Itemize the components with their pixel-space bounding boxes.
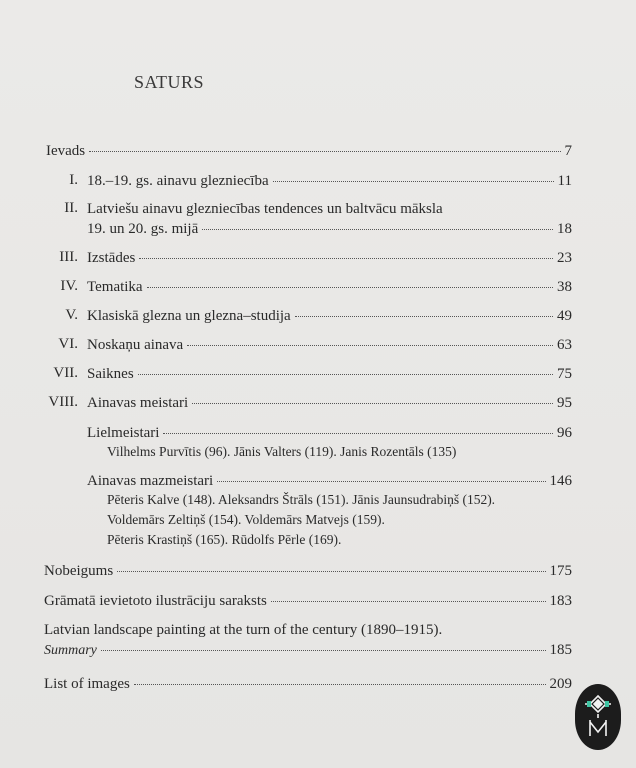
- toc-entry-chapter-4[interactable]: [87, 278, 572, 296]
- toc-subline: Pēteris Krastiņš (165). Rūdolfs Pērle (169).: [107, 532, 342, 547]
- toc-label: Nobeigums: [44, 563, 114, 579]
- toc-label: Saiknes: [87, 366, 134, 382]
- toc-label: List of images: [44, 676, 130, 692]
- logo-emblem-icon: [575, 684, 621, 750]
- toc-label: Latvian landscape painting at the turn of the century (1890–1915).: [44, 622, 443, 638]
- toc-page-number: 63: [557, 337, 572, 353]
- toc-page-number: 23: [557, 250, 572, 266]
- toc-label-continued: 19. un 20. gs. mijā: [87, 221, 199, 237]
- toc-entry-chapter-6[interactable]: [87, 336, 572, 354]
- dot-leader: [101, 650, 546, 651]
- page-title: SATURS: [134, 72, 205, 92]
- toc-entry-chapter-8[interactable]: [87, 394, 572, 412]
- toc-entry-chapter-3[interactable]: [87, 249, 572, 267]
- toc-entry-chapter-5[interactable]: [87, 307, 572, 325]
- toc-subline: Voldemārs Zeltiņš (154). Voldemārs Matvejs (159).: [107, 512, 385, 527]
- dot-leader: [139, 258, 553, 259]
- toc-entry-mazmeistari[interactable]: [87, 472, 572, 490]
- toc-label: Klasiskā glezna un glezna–studija: [87, 308, 291, 324]
- toc-page-number: 95: [557, 395, 572, 411]
- dot-leader: [295, 316, 553, 317]
- chapter-number: VII.: [53, 365, 78, 381]
- toc-label: 18.–19. gs. ainavu glezniecība: [87, 173, 269, 189]
- chapter-number: VI.: [58, 336, 78, 352]
- toc-entry-nobeigums[interactable]: [44, 562, 572, 580]
- toc-subline: Vilhelms Purvītis (96). Jānis Valters (119). Janis Rozentāls (135): [107, 444, 457, 459]
- toc-subline: Pēteris Kalve (148). Aleksandrs Štrāls (151). Jānis Jaunsudrabiņš (152).: [107, 492, 496, 507]
- toc-entry-list-of-images[interactable]: [44, 675, 572, 693]
- toc-label: Izstādes: [87, 250, 136, 266]
- toc-label: Lielmeistari: [87, 425, 160, 441]
- chapter-number: IV.: [60, 278, 78, 294]
- chapter-number: II.: [64, 200, 78, 216]
- publisher-logo-icon[interactable]: [575, 684, 621, 750]
- toc-label: Ainavas meistari: [87, 395, 189, 411]
- dot-leader: [147, 287, 553, 288]
- dot-leader: [273, 181, 554, 182]
- chapter-number: III.: [59, 249, 78, 265]
- toc-label: Tematika: [87, 279, 143, 295]
- toc-label: Noskaņu ainava: [87, 337, 184, 353]
- toc-page-number: 49: [557, 308, 572, 324]
- toc-page-number: 38: [557, 279, 572, 295]
- toc-entry-lielmeistari[interactable]: [87, 424, 572, 442]
- dot-leader: [134, 684, 546, 685]
- toc-entry-chapter-7[interactable]: [87, 365, 572, 383]
- chapter-number: I.: [69, 172, 78, 188]
- toc-page-number: 75: [557, 366, 572, 382]
- dot-leader: [271, 601, 546, 602]
- toc-entry-ievads[interactable]: [46, 142, 572, 160]
- chapter-number: V.: [65, 307, 78, 323]
- toc-label-continued: Summary: [44, 643, 97, 658]
- chapter-number: VIII.: [48, 394, 78, 410]
- toc-entry-chapter-2-line1[interactable]: [87, 200, 443, 218]
- dot-leader: [138, 374, 553, 375]
- toc-page-number: 7: [564, 143, 572, 159]
- toc-page-number: 209: [549, 676, 572, 692]
- toc-label: Grāmatā ievietoto ilustrāciju saraksts: [44, 593, 267, 609]
- toc-page-number: 146: [549, 473, 572, 489]
- toc-entry-summary-line1[interactable]: [44, 621, 442, 639]
- dot-leader: [117, 571, 545, 572]
- toc-page-number: 96: [557, 425, 572, 441]
- toc-page-number: 18: [557, 221, 572, 237]
- toc-page-number: 183: [549, 593, 572, 609]
- toc-label: Ievads: [46, 143, 86, 159]
- toc-entry-chapter-1[interactable]: [87, 172, 572, 190]
- toc-entry-illustrations[interactable]: [44, 592, 572, 610]
- dot-leader: [89, 151, 560, 152]
- toc-page-number: 11: [557, 173, 572, 189]
- dot-leader: [192, 403, 553, 404]
- toc-page-number: 175: [549, 563, 572, 579]
- dot-leader: [163, 433, 553, 434]
- toc-entry-chapter-2-line2[interactable]: [87, 220, 572, 238]
- toc-entry-summary-line2[interactable]: [44, 641, 572, 660]
- toc-label: Latviešu ainavu glezniecības tendences un baltvācu māksla: [87, 201, 443, 217]
- toc-page-number: 185: [549, 642, 572, 658]
- dot-leader: [187, 345, 553, 346]
- dot-leader: [217, 481, 545, 482]
- toc-label: Ainavas mazmeistari: [87, 473, 214, 489]
- dot-leader: [202, 229, 553, 230]
